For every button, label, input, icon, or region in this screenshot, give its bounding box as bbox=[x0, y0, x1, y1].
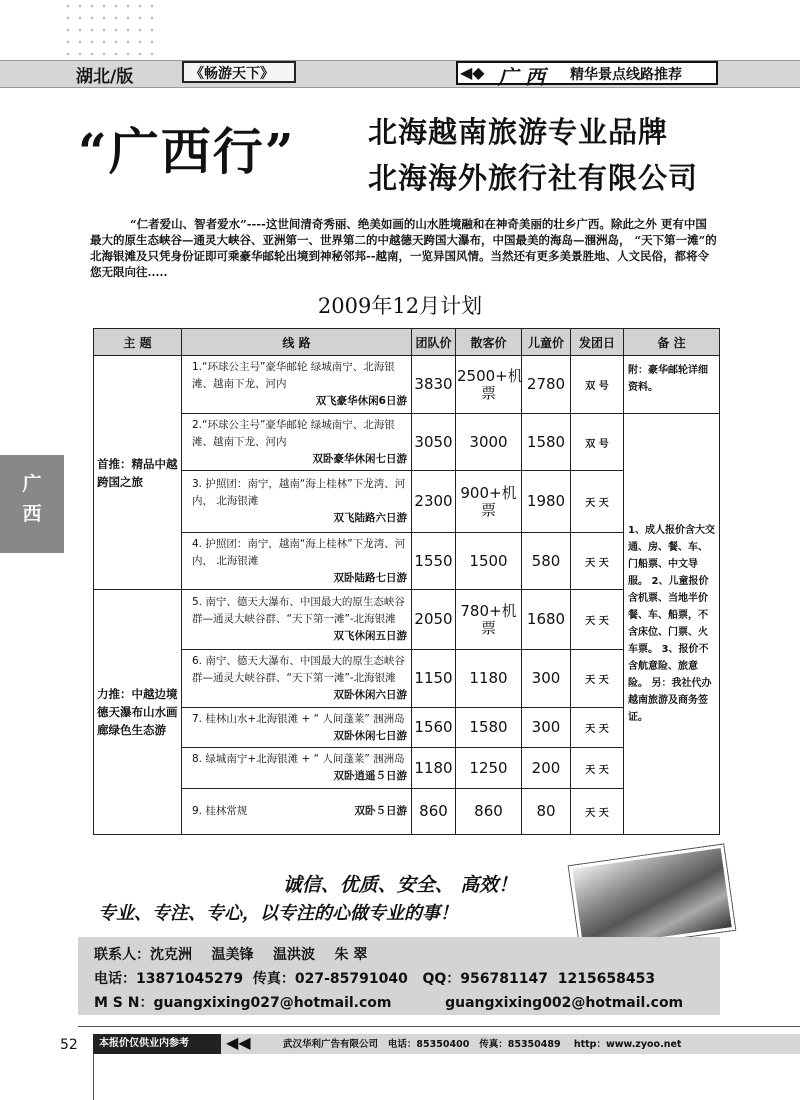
team-price: 3830 bbox=[412, 356, 456, 414]
route-cell bbox=[182, 789, 412, 835]
team-price: 1180 bbox=[412, 748, 456, 789]
col-header-theme: 主 题 bbox=[94, 329, 182, 356]
team-price: 1550 bbox=[412, 533, 456, 590]
child-price: 1580 bbox=[522, 414, 571, 471]
col-header-route: 线 路 bbox=[182, 329, 412, 356]
arrow-left-icon: ◀◆ bbox=[460, 63, 485, 82]
team-price: 3050 bbox=[412, 414, 456, 471]
section-subtitle: 精华景点线路推荐 bbox=[570, 67, 682, 83]
departure-schedule: 天 天 bbox=[571, 590, 624, 650]
route-price-table bbox=[93, 328, 720, 835]
departure-schedule: 天 天 bbox=[571, 748, 624, 789]
route-cell bbox=[182, 414, 412, 471]
single-price: 1580 bbox=[456, 708, 522, 748]
route-subtitle: 双卧豪华休闲七日游 bbox=[312, 452, 407, 465]
departure-schedule: 双 号 bbox=[571, 356, 624, 414]
agency-tagline: 北海越南旅游专业品牌 bbox=[368, 115, 669, 149]
scenery-photo bbox=[569, 845, 735, 952]
team-price: 2300 bbox=[412, 471, 456, 533]
col-header-single-price: 散客价 bbox=[456, 329, 522, 356]
child-price: 1980 bbox=[522, 471, 571, 533]
child-price: 300 bbox=[522, 708, 571, 748]
route-cell bbox=[182, 708, 412, 748]
route-text: 9. 桂林常规 bbox=[192, 805, 248, 817]
route-text: 1.“环球公主号”豪华邮轮 绿城南宁、北海银滩、越南下龙、河内 bbox=[192, 361, 395, 390]
slogan-line-1: 诚信、优质、安全、 高效！ bbox=[282, 874, 518, 896]
route-cell bbox=[182, 650, 412, 708]
footer-company-info: 武汉华利广告有限公司 电话：85350400 传真：85350489 http：www.zyoo.net bbox=[283, 1039, 682, 1050]
col-header-team-price: 团队价 bbox=[412, 329, 456, 356]
region-title: 广 西 bbox=[498, 65, 545, 89]
child-price: 300 bbox=[522, 650, 571, 708]
column-title: 《畅游天下》 bbox=[182, 61, 296, 83]
contact-phone: 电话：13871045279 传真：027-85791040 QQ：956781147 1215658453 bbox=[94, 971, 656, 987]
side-tab-char: 西 bbox=[22, 503, 42, 525]
col-header-departure: 发团日 bbox=[571, 329, 624, 356]
col-header-child-price: 儿童价 bbox=[522, 329, 571, 356]
route-subtitle: 双卧逍遥５日游 bbox=[333, 770, 407, 782]
route-subtitle: 双卧休闲六日游 bbox=[333, 689, 407, 701]
route-text: 6. 南宁、德天大瀑布、中国最大的原生态峡谷群—通灵大峡谷群、“天下第一滩”-北海银滩 bbox=[192, 655, 405, 684]
child-price: 580 bbox=[522, 533, 571, 590]
single-price: 1500 bbox=[456, 533, 522, 590]
route-subtitle: 双飞豪华休闲6日游 bbox=[315, 395, 407, 407]
team-price: 1560 bbox=[412, 708, 456, 748]
table-row bbox=[94, 356, 720, 414]
departure-schedule: 天 天 bbox=[571, 471, 624, 533]
decorative-dot-pattern bbox=[62, 0, 162, 55]
route-subtitle: 双飞休闲五日游 bbox=[333, 630, 407, 642]
route-text: 2.“环球公主号”豪华邮轮 绿城南宁、北海银滩、越南下龙、河内 bbox=[192, 418, 395, 448]
route-text: 4. 护照团：南宁，越南“海上桂林”下龙湾、河内， 北海银滩 bbox=[192, 537, 406, 567]
contact-msn: M S N：guangxixing027@hotmail.com guangxixing002@hotmail.com bbox=[94, 995, 684, 1011]
single-price: 780+机票 bbox=[456, 590, 522, 650]
route-text: 8. 绿城南宁+北海银滩 + “ 人间蓬莱” 涠洲岛 bbox=[192, 753, 405, 765]
team-price: 2050 bbox=[412, 590, 456, 650]
edition-label: 湖北/版 bbox=[76, 67, 134, 87]
single-price: 3000 bbox=[456, 414, 522, 471]
notes-cell: 1、成人报价含大交通、房、餐、车、门船票、中文导服。 2、儿童报价含机票、当地半价餐、车、船票，不含床位、门票、火车票。 3、报价不含航意险、旅意险。 另：我社代办越南旅游及商务签证。 bbox=[624, 414, 720, 835]
single-price: 2500+机票 bbox=[456, 356, 522, 414]
single-price: 860 bbox=[456, 789, 522, 835]
section-banner bbox=[456, 61, 718, 89]
child-price: 2780 bbox=[522, 356, 571, 414]
departure-schedule: 天 天 bbox=[571, 533, 624, 590]
contact-people: 联系人：沈克洲 温美锋 温洪波 朱 翠 bbox=[94, 947, 368, 963]
route-text: 7. 桂林山水+北海银滩 + “ 人间蓬莱” 涠洲岛 bbox=[192, 712, 405, 725]
intro-paragraph: “仁者爱山、智者爱水”----这世间清奇秀丽、绝美如画的山水胜境融和在神奇美丽的壮乡广西。除此之外 更有中国最大的原生态峡谷—通灵大峡谷、亚洲第一、世界第二的中越德天跨国大瀑布，中国最美的海岛—涠洲岛， “天下第一滩”的北海银滩及只凭身份证即可乘豪华邮轮出境到神秘邻邦--越南，一览异国风情。当然还有更多美景胜地、人文民俗，都将令您无限向往..... bbox=[90, 217, 717, 279]
departure-schedule: 双 号 bbox=[571, 414, 624, 471]
route-cell bbox=[182, 533, 412, 590]
child-price: 200 bbox=[522, 748, 571, 789]
col-header-notes: 备 注 bbox=[624, 329, 720, 356]
table-header-row bbox=[94, 329, 720, 356]
route-text: 3. 护照团：南宁，越南“海上桂林”下龙湾、河内， 北海银滩 bbox=[192, 478, 406, 507]
theme-cell: 首推：精品中越跨国之旅 bbox=[94, 356, 182, 590]
route-cell bbox=[182, 356, 412, 414]
region-side-tab bbox=[0, 455, 64, 553]
table-row bbox=[94, 414, 720, 471]
route-cell bbox=[182, 748, 412, 789]
route-cell bbox=[182, 590, 412, 650]
theme-cell: 力推：中越边境德天瀑布山水画廊绿色生态游 bbox=[94, 590, 182, 835]
route-subtitle: 双卧陆路七日游 bbox=[333, 571, 407, 584]
child-price: 80 bbox=[522, 789, 571, 835]
page-number: 52 bbox=[60, 1037, 78, 1053]
departure-schedule: 天 天 bbox=[571, 708, 624, 748]
route-subtitle: 双卧５日游 bbox=[354, 805, 407, 817]
team-price: 1150 bbox=[412, 650, 456, 708]
slogan-line-2: 专业、专注、专心，以专注的心做专业的事！ bbox=[98, 903, 458, 924]
route-subtitle: 双飞陆路六日游 bbox=[333, 512, 407, 524]
departure-schedule: 天 天 bbox=[571, 650, 624, 708]
agency-name: 北海海外旅行社有限公司 bbox=[368, 161, 699, 195]
side-tab-char: 广 bbox=[22, 473, 42, 495]
arrow-left-icon: ◀◀ bbox=[226, 1033, 251, 1052]
notes-cell: 附：豪华邮轮详细资料。 bbox=[624, 356, 720, 414]
single-price: 1180 bbox=[456, 650, 522, 708]
brand-title: “广西行” bbox=[78, 122, 296, 181]
route-cell bbox=[182, 471, 412, 533]
single-price: 900+机票 bbox=[456, 471, 522, 533]
plan-title: 2009年12月计划 bbox=[317, 294, 483, 318]
team-price: 860 bbox=[412, 789, 456, 835]
route-subtitle: 双卧休闲七日游 bbox=[333, 729, 407, 742]
footer-vertical-rule bbox=[93, 1054, 94, 1100]
route-text: 5. 南宁、德天大瀑布、中国最大的原生态峡谷群—通灵大峡谷群、“天下第一滩”-北海银滩 bbox=[192, 596, 405, 625]
child-price: 1680 bbox=[522, 590, 571, 650]
single-price: 1250 bbox=[456, 748, 522, 789]
footer-divider bbox=[78, 1026, 800, 1027]
departure-schedule: 天 天 bbox=[571, 789, 624, 835]
footer-notice: 本报价仅供业内参考 bbox=[93, 1034, 221, 1054]
